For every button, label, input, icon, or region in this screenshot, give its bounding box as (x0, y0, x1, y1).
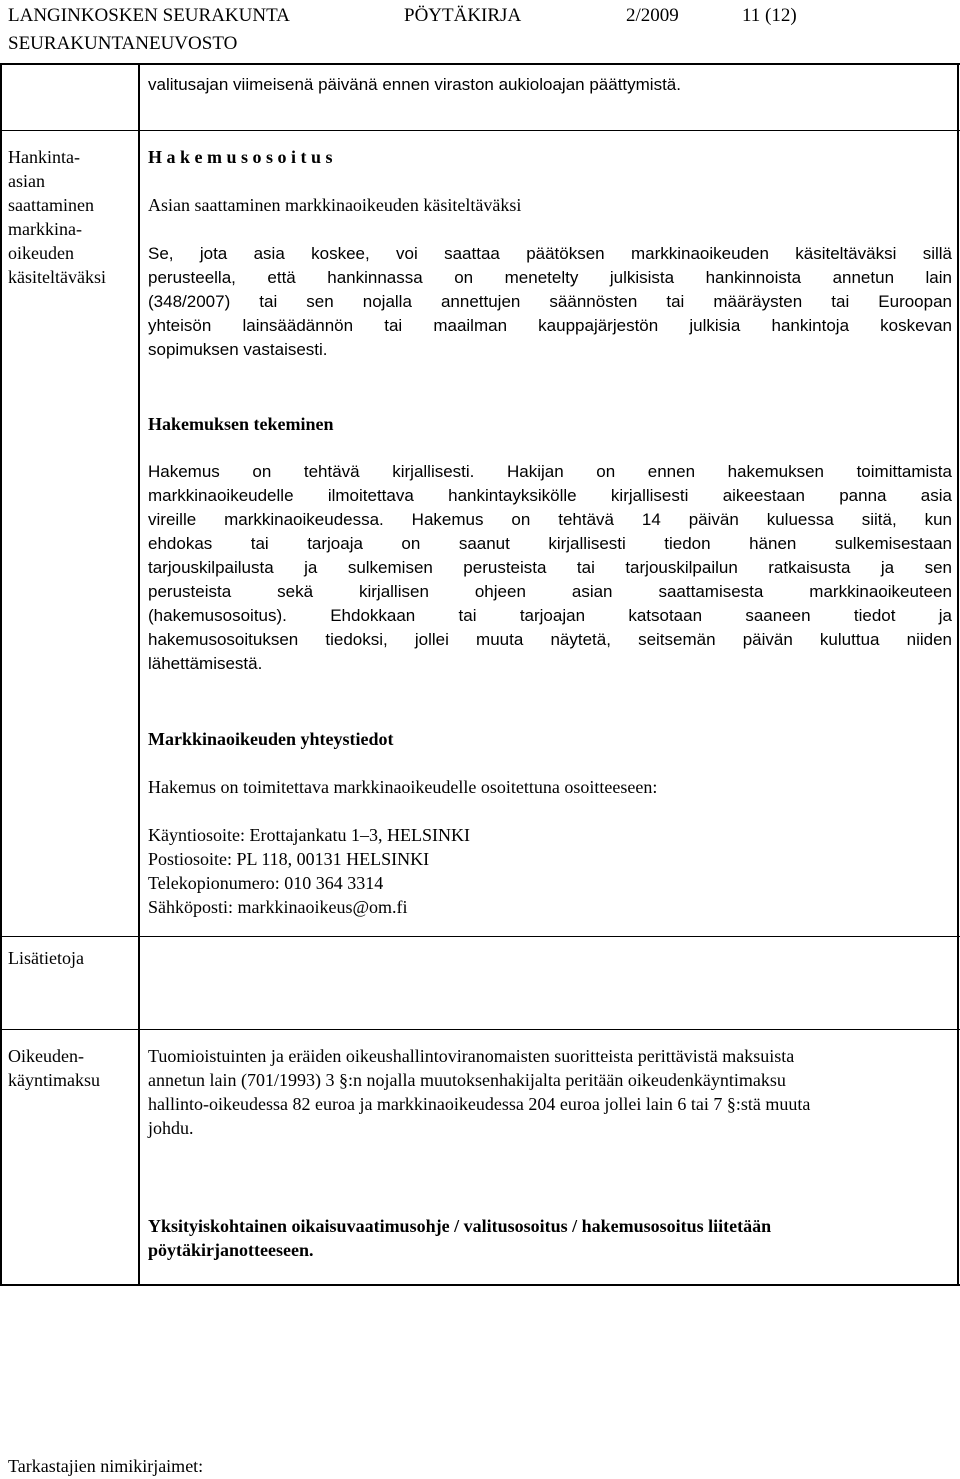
contact-visiting-address: Käyntiosoite: Erottajankatu 1–3, HELSINKI (148, 825, 470, 845)
side-label-line: oikeuden (8, 243, 74, 263)
frame-left (0, 63, 2, 1286)
section-heading: H a k e m u s o s o i t u s (148, 147, 333, 167)
paragraph-line: hakemusosoituksen tiedoksi, jollei muuta näytetä, seitsemän päivän kuluttua niiden (148, 630, 952, 649)
paragraph-line: Se, jota asia koskee, voi saattaa päätöksen markkinaoikeuden käsiteltäväksi sillä (148, 244, 952, 263)
paragraph-line: ehdokas tai tarjoaja on saanut kirjallisesti tiedon hänen sulkemisestaan (148, 534, 952, 553)
paragraph-court-fee (148, 1044, 952, 1140)
paragraph-line: (348/2007) tai sen nojalla annettujen säännösten tai määräysten tai Euroopan (148, 292, 952, 311)
paragraph-line: lähettämisestä. (148, 654, 263, 673)
paragraph-line: yhteisön lainsäädännön tai maailman kauppajärjestön julkisia hankintoja koskevan (148, 316, 952, 335)
paragraph-line: tarjouskilpailusta ja sulkemisen perusteista tai tarjouskilpailun ratkaisusta ja sen (148, 558, 952, 577)
row-divider-3 (0, 1029, 960, 1030)
frame-bottom (0, 1284, 960, 1286)
paragraph-line: Tuomioistuinten ja eräiden oikeushallintoviranomaisten suoritteista perittävistä maksuista (148, 1046, 795, 1066)
paragraph-submission (148, 460, 952, 676)
row-divider-1 (0, 130, 960, 131)
header-doc-type: PÖYTÄKIRJA (404, 5, 522, 26)
contact-intro: Hakemus on toimitettava markkinaoikeudelle osoitettuna osoitteeseen: (148, 777, 658, 797)
paragraph-line: vireille markkinaoikeudessa. Hakemus on tehtävä 14 päivän kuluessa siitä, kun (148, 510, 952, 529)
frame-column-divider (138, 63, 140, 1286)
header-body-name: SEURAKUNTANEUVOSTO (8, 33, 238, 54)
paragraph-line: markkinaoikeudelle ilmoitettava hankintayksikölle kirjallisesti aikeestaan panna asia (148, 486, 952, 505)
attachment-note (148, 1214, 952, 1262)
paragraph-line: sopimuksen vastaisesti. (148, 340, 328, 359)
contact-fax: Telekopionumero: 010 364 3314 (148, 873, 384, 893)
tekeminen-heading: Hakemuksen tekeminen (148, 414, 334, 434)
section-subheading: Asian saattaminen markkinaoikeuden käsiteltäväksi (148, 195, 522, 215)
side-label-line: saattaminen (8, 195, 94, 215)
header-page-number: 11 (12) (742, 5, 797, 26)
attachment-note-line: pöytäkirjanotteeseen. (148, 1240, 314, 1260)
contact-heading: Markkinaoikeuden yhteystiedot (148, 729, 394, 749)
paragraph-line: (hakemusosoitus). Ehdokkaan tai tarjoajan katsotaan saaneen tiedot ja (148, 606, 952, 625)
header-parish: LANGINKOSKEN SEURAKUNTA (8, 5, 290, 26)
initials-label: Tarkastajien nimikirjaimet: (8, 1456, 204, 1476)
side-label-line: markkina- (8, 219, 82, 239)
side-label-lisatietoja (8, 946, 138, 970)
attachment-note-line: Yksityiskohtainen oikaisuvaatimusohje / valitusosoitus / hakemusosoitus liitetään (148, 1216, 772, 1236)
paragraph-line: johdu. (148, 1118, 194, 1138)
side-label-line: Lisätietoja (8, 948, 84, 968)
side-label-oikeudenkayntimaksu (8, 1044, 138, 1092)
side-label-line: asian (8, 171, 45, 191)
side-label-line: käyntimaksu (8, 1070, 100, 1090)
paragraph-line: annetun lain (701/1993) 3 §:n nojalla muutoksenhakijalta peritään oikeudenkäyntimaksu (148, 1070, 786, 1090)
top-line-text: valitusajan viimeisenä päivänä ennen viraston aukioloajan päättymistä. (148, 75, 681, 94)
contact-postal-address: Postiosoite: PL 118, 00131 HELSINKI (148, 849, 430, 869)
side-label-hankinta (8, 145, 138, 289)
paragraph-line: perusteella, että hankinnassa on menetelty julkisista hankinnoista annetun lain (148, 268, 952, 287)
paragraph-line: perusteista sekä kirjallisen ohjeen asian saattamisesta markkinaoikeuteen (148, 582, 952, 601)
paragraph-line: hallinto-oikeudessa 82 euroa ja markkinaoikeudessa 204 euroa jollei lain 6 tai 7 §:stä muuta (148, 1094, 811, 1114)
side-label-line: käsiteltäväksi (8, 267, 106, 287)
paragraph-line: Hakemus on tehtävä kirjallisesti. Hakijan on ennen hakemuksen toimittamista (148, 462, 952, 481)
row-divider-2 (0, 936, 960, 937)
frame-top (0, 63, 960, 65)
contact-details (148, 823, 952, 919)
side-label-line: Hankinta- (8, 147, 80, 167)
side-label-line: Oikeuden- (8, 1046, 84, 1066)
paragraph-grounds (148, 242, 952, 362)
header-doc-number: 2/2009 (626, 5, 679, 26)
frame-right (957, 63, 959, 1286)
contact-email: Sähköposti: markkinaoikeus@om.fi (148, 897, 408, 917)
